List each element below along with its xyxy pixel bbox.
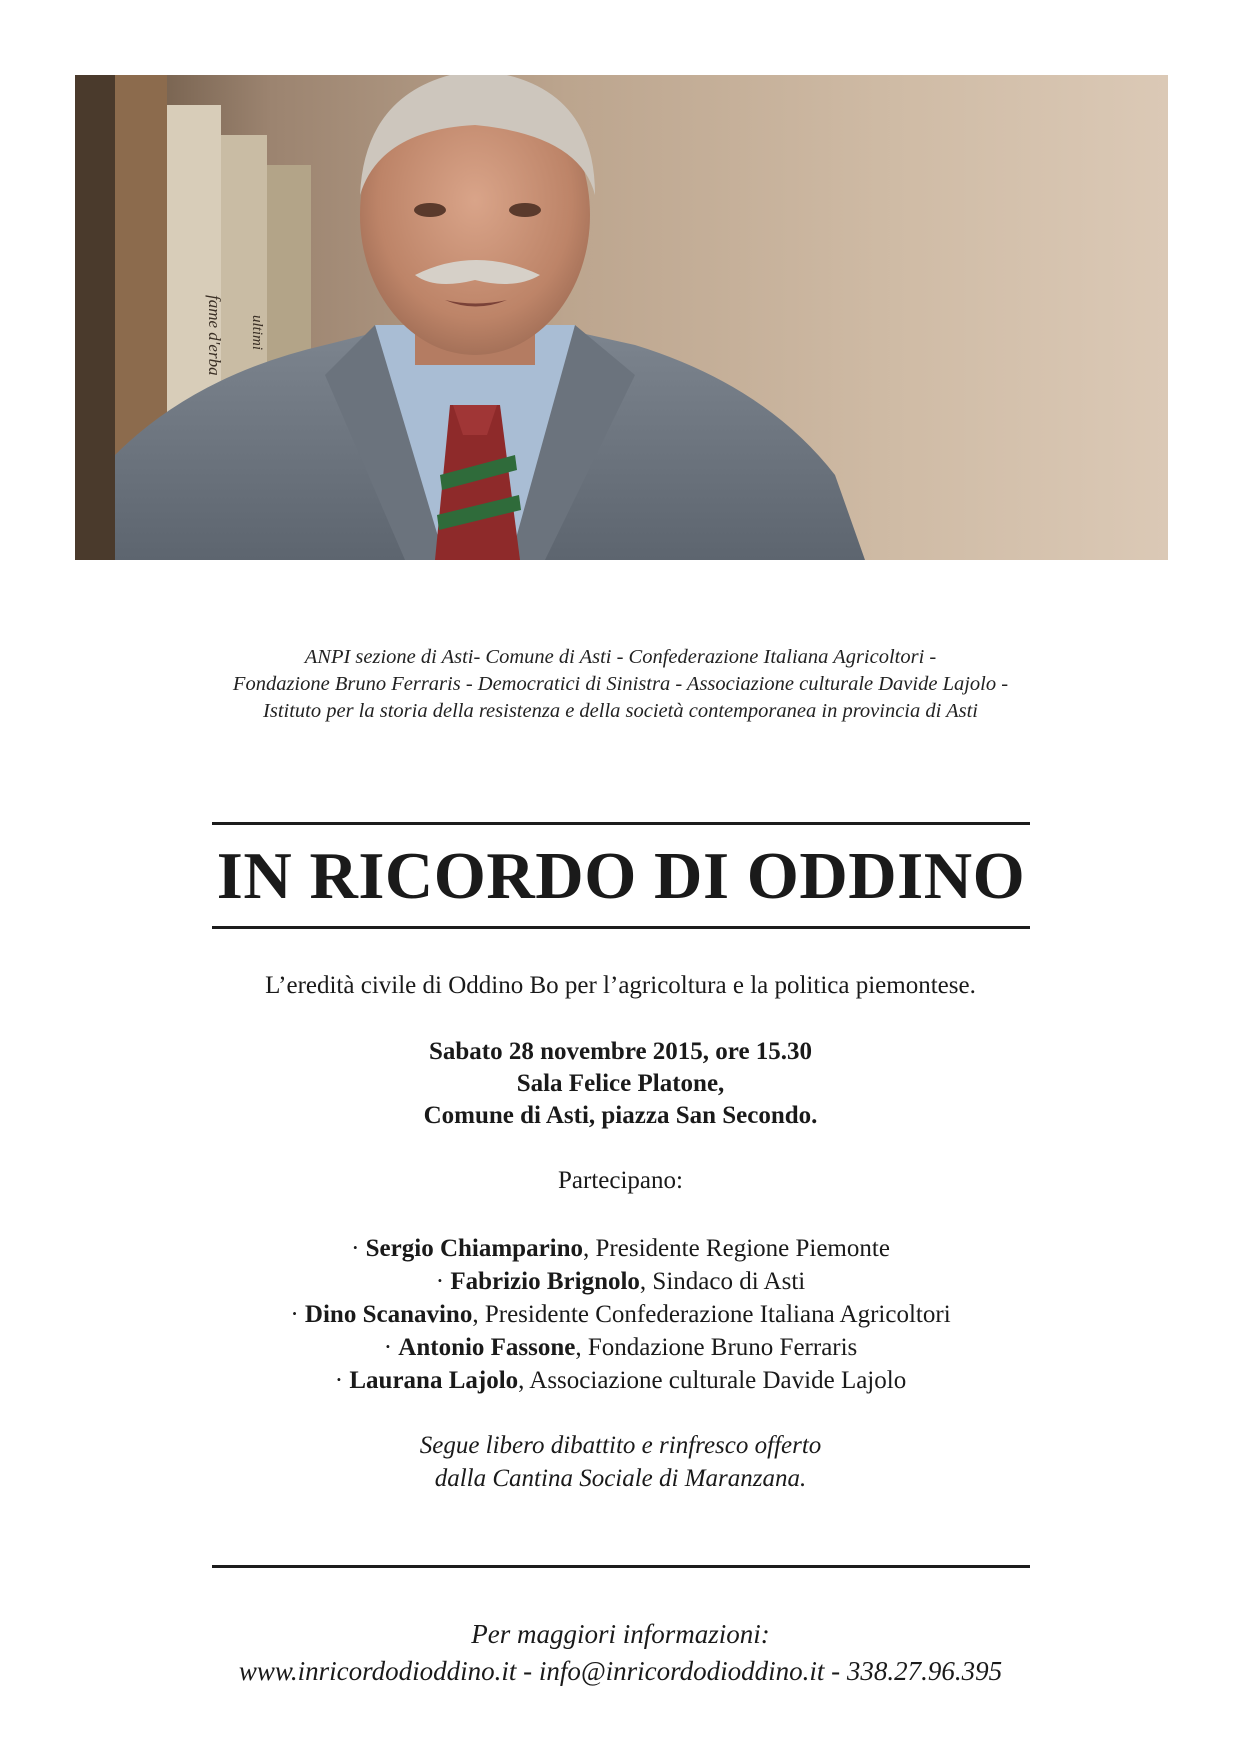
page-title: IN RICORDO DI ODDINO xyxy=(216,839,1026,913)
participant-name: Antonio Fassone xyxy=(398,1334,576,1361)
event-venue: Sala Felice Platone, xyxy=(516,1070,725,1097)
book-spine-title-1: fame d'erba xyxy=(205,295,224,376)
bullet: · xyxy=(383,1334,393,1361)
closing-note xyxy=(0,1429,1241,1495)
closing-line-1: Segue libero dibattito e rinfresco offerto xyxy=(419,1432,822,1459)
bullet: · xyxy=(351,1235,360,1262)
participant-item xyxy=(0,1298,1241,1331)
closing-line-2: dalla Cantina Sociale di Maranzana. xyxy=(434,1465,807,1492)
event-details xyxy=(0,1036,1241,1132)
participant-item xyxy=(0,1232,1241,1265)
title-rule-bottom xyxy=(212,926,1030,929)
participants-list xyxy=(0,1232,1241,1397)
book-spine-title-2: ultimi xyxy=(249,315,265,351)
participant-role: , Sindaco di Asti xyxy=(639,1268,806,1295)
participant-name: Fabrizio Brignolo xyxy=(450,1268,640,1295)
footer-rule xyxy=(212,1565,1030,1568)
participant-role: , Fondazione Bruno Ferraris xyxy=(575,1334,858,1361)
bullet: · xyxy=(435,1268,445,1295)
organizers-line-2: Fondazione Bruno Ferraris - Democratici di Sinistra - Associazione culturale Davide Lajolo - xyxy=(232,673,1009,695)
organizers-line-3: Istituto per la storia della resistenza e della società contemporanea in provincia di Asti xyxy=(263,700,978,722)
participant-name: Laurana Lajolo xyxy=(349,1367,519,1394)
bullet: · xyxy=(334,1367,344,1394)
info-section xyxy=(0,1616,1241,1690)
organizers xyxy=(0,644,1241,725)
participant-role: , Presidente Confederazione Italiana Agricoltori xyxy=(472,1301,951,1328)
title-rule-top xyxy=(212,822,1030,825)
bookshelf xyxy=(75,75,115,560)
portrait-illustration xyxy=(75,75,1168,560)
organizers-line-1: ANPI sezione di Asti- Comune di Asti - Confederazione Italiana Agricoltori - xyxy=(304,646,937,668)
participant-item xyxy=(0,1364,1241,1397)
participant-item xyxy=(0,1331,1241,1364)
participant-role: , Presidente Regione Piemonte xyxy=(583,1235,890,1262)
participant-name: Dino Scanavino xyxy=(304,1301,473,1328)
participants-label: Partecipano: xyxy=(558,1167,683,1194)
portrait-photo xyxy=(75,75,1168,560)
bullet: · xyxy=(290,1301,299,1328)
participant-name: Sergio Chiamparino xyxy=(365,1235,584,1262)
event-address: Comune di Asti, piazza San Secondo. xyxy=(423,1102,818,1129)
participant-item xyxy=(0,1265,1241,1298)
event-date: Sabato 28 novembre 2015, ore 15.30 xyxy=(428,1038,813,1065)
participant-role: , Associazione culturale Davide Lajolo xyxy=(518,1367,907,1394)
contact-line[interactable]: www.inricordodioddino.it - info@inricordodioddino.it - 338.27.96.395 xyxy=(238,1656,1003,1686)
subtitle: L’eredità civile di Oddino Bo per l’agricoltura e la politica piemontese. xyxy=(265,972,976,999)
info-heading: Per maggiori informazioni: xyxy=(471,1619,770,1649)
